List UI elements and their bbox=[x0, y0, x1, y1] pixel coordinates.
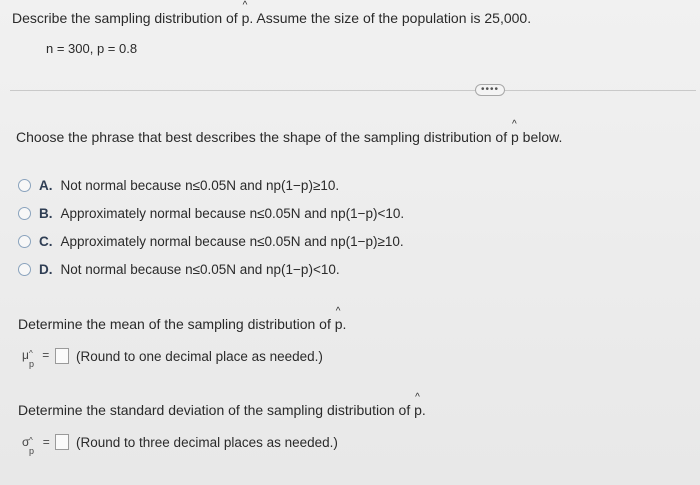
sd-rounding-hint: (Round to three decimal places as needed.) bbox=[76, 435, 338, 450]
hat-mark: ^ bbox=[29, 349, 33, 358]
equals-sign: = bbox=[42, 435, 50, 449]
hat-mark: ^ bbox=[415, 392, 420, 403]
option-letter: D. bbox=[39, 262, 53, 277]
mu-symbol: μ bbox=[22, 348, 29, 362]
p-letter: p bbox=[414, 402, 422, 418]
shape-prompt-text: Choose the phrase that best describes the shape of the sampling distribution of bbox=[16, 129, 511, 145]
subscript-p: p bbox=[29, 359, 35, 369]
radio-button-a[interactable] bbox=[18, 179, 31, 192]
question-parameters: n = 300, p = 0.8 bbox=[46, 41, 138, 56]
p-hat-symbol bbox=[510, 119, 519, 145]
mean-section-title bbox=[18, 306, 347, 332]
option-letter: C. bbox=[39, 234, 53, 249]
option-c[interactable] bbox=[18, 234, 404, 249]
radio-button-c[interactable] bbox=[18, 235, 31, 248]
question-title-text: Describe the sampling distribution of bbox=[12, 10, 242, 26]
hat-mark: ^ bbox=[335, 306, 341, 317]
radio-button-b[interactable] bbox=[18, 207, 31, 220]
option-text: Not normal because n≤0.05N and np(1−p)<10. bbox=[60, 262, 340, 277]
shape-prompt-suffix: below. bbox=[518, 129, 563, 145]
question-title bbox=[12, 0, 532, 26]
mean-rounding-hint: (Round to one decimal place as needed.) bbox=[76, 349, 323, 364]
sd-title-text: Determine the standard deviation of the sampling distribution of bbox=[18, 402, 415, 418]
option-text: Not normal because n≤0.05N and np(1−p)≥10. bbox=[60, 178, 340, 193]
sigma-phat-symbol bbox=[22, 435, 50, 456]
p-letter: p bbox=[510, 129, 519, 145]
p-hat-symbol bbox=[241, 0, 250, 26]
question-title-suffix: . Assume the size of the population is 25,000. bbox=[249, 10, 532, 26]
p-hat-symbol bbox=[334, 306, 343, 332]
p-letter: p bbox=[334, 316, 343, 332]
option-text: Approximately normal because n≤0.05N and np(1−p)≥10. bbox=[60, 234, 404, 249]
equals-sign: = bbox=[42, 348, 50, 362]
section-divider bbox=[10, 90, 696, 91]
option-letter: A. bbox=[39, 178, 53, 193]
option-letter: B. bbox=[39, 206, 53, 221]
hat-mark: ^ bbox=[242, 0, 248, 11]
mean-title-text: Determine the mean of the sampling distribution of bbox=[18, 316, 335, 332]
option-d[interactable] bbox=[18, 262, 340, 277]
expand-more-button[interactable]: •••• bbox=[475, 84, 505, 96]
p-letter: p bbox=[241, 10, 250, 26]
option-b[interactable] bbox=[18, 206, 404, 221]
option-text: Approximately normal because n≤0.05N and np(1−p)<10. bbox=[60, 206, 405, 221]
subscript-p: p bbox=[29, 446, 35, 456]
option-a[interactable] bbox=[18, 178, 339, 193]
sd-answer-input[interactable] bbox=[55, 434, 69, 450]
sd-section-title bbox=[18, 392, 426, 418]
mu-phat-symbol bbox=[22, 348, 50, 369]
hat-mark: ^ bbox=[29, 436, 33, 445]
hat-mark: ^ bbox=[511, 119, 517, 130]
shape-prompt bbox=[16, 119, 563, 145]
mean-answer-input[interactable] bbox=[55, 348, 69, 364]
mean-title-suffix: . bbox=[342, 316, 347, 332]
sd-title-suffix: . bbox=[421, 402, 426, 418]
p-hat-symbol bbox=[414, 392, 422, 418]
sigma-symbol: σ bbox=[22, 435, 30, 449]
radio-button-d[interactable] bbox=[18, 263, 31, 276]
